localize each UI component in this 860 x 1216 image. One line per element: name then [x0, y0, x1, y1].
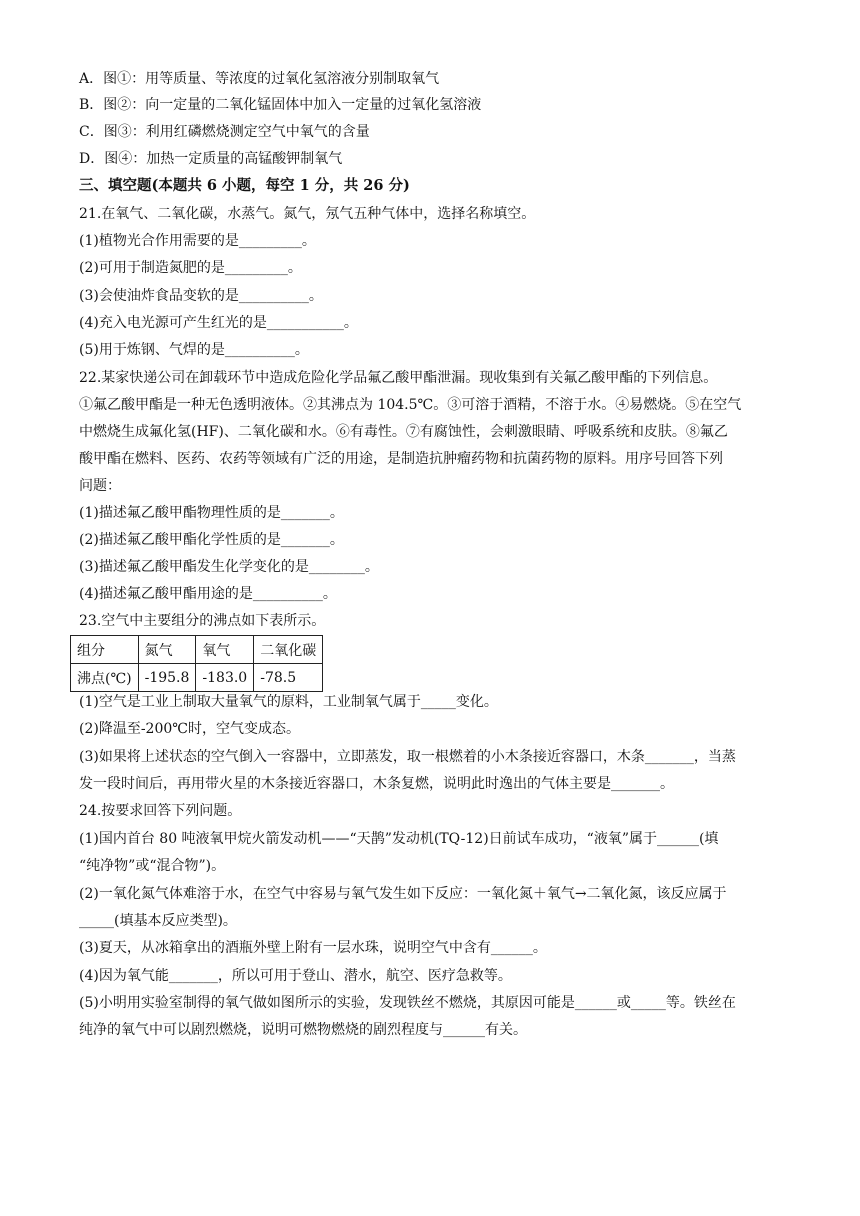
- q23-item-3-line-2: 发一段时间后，再用带火星的木条接近容器口，木条复燃，说明此时逸出的气体主要是_______。: [79, 776, 674, 792]
- q24-item-1-line-1: (1)国内首台 80 吨液氧甲烷火箭发动机——“天鹊”发动机(TQ-12)日前试车成功，“液氧”属于______(填: [79, 831, 719, 847]
- q23-item-1: (1)空气是工业上制取大量氧气的原料，工业制氧气属于_____变化。: [79, 694, 498, 710]
- table-cell: -78.5: [254, 664, 323, 692]
- q24-item-5-line-2: 纯净的氧气中可以剧烈燃烧，说明可燃物燃烧的剧烈程度与______有关。: [79, 1022, 527, 1038]
- q21-item-1: (1)植物光合作用需要的是_________。: [79, 233, 316, 249]
- table-cell: 二氧化碳: [254, 636, 323, 664]
- q24-item-5-line-1: (5)小明用实验室制得的氧气做如图所示的实验，发现铁丝不燃烧，其原因可能是______或_____等。铁丝在: [79, 995, 736, 1011]
- option-d: D．图④：加热一定质量的高锰酸钾制氧气: [79, 151, 343, 167]
- q22-item-1: (1)描述氟乙酸甲酯物理性质的是_______。: [79, 505, 344, 521]
- q22-line-5: 问题：: [79, 478, 121, 494]
- q21-item-3: (3)会使油炸食品变软的是__________。: [79, 288, 323, 304]
- table-cell: 组分: [71, 636, 139, 664]
- section-heading: 三、填空题(本题共 6 小题，每空 1 分，共 26 分): [79, 177, 410, 194]
- option-b: B．图②：向一定量的二氧化锰固体中加入一定量的过氧化氢溶液: [79, 97, 482, 113]
- q22-item-2: (2)描述氟乙酸甲酯化学性质的是_______。: [79, 532, 344, 548]
- boiling-point-table: [70, 635, 323, 692]
- q21-item-5: (5)用于炼钢、气焊的是__________。: [79, 342, 309, 358]
- q21-item-4: (4)充入电光源可产生红光的是___________。: [79, 315, 358, 331]
- q21-item-2: (2)可用于制造氮肥的是_________。: [79, 260, 302, 276]
- table-cell: 氮气: [138, 636, 196, 664]
- q21-stem: 21.在氧气、二氧化碳，水蒸气。氮气，氖气五种气体中，选择名称填空。: [79, 206, 536, 222]
- table-cell: 沸点(℃): [71, 664, 139, 692]
- q24-item-2-line-2: _____(填基本反应类型)。: [79, 913, 237, 929]
- q22-line-3: 中燃烧生成氟化氢(HF)、二氧化碳和水。⑥有毒性。⑦有腐蚀性，会刺激眼睛、呼吸系统和皮肤。⑧氟乙: [79, 424, 728, 440]
- q23-stem: 23.空气中主要组分的沸点如下表所示。: [79, 613, 326, 629]
- option-c: C．图③：利用红磷燃烧测定空气中氧气的含量: [79, 124, 370, 140]
- q22-line-1: 22.某家快递公司在卸载环节中造成危险化学品氟乙酸甲酯泄漏。现收集到有关氟乙酸甲酯的下列信息。: [79, 370, 718, 386]
- q24-item-3: (3)夏天，从冰箱拿出的酒瓶外壁上附有一层水珠，说明空气中含有______。: [79, 940, 547, 956]
- table-row-values: [71, 664, 323, 692]
- q22-item-4: (4)描述氟乙酸甲酯用途的是__________。: [79, 586, 337, 602]
- table-cell: 氧气: [196, 636, 254, 664]
- table-cell: -195.8: [138, 664, 196, 692]
- q22-line-2: ①氟乙酸甲酯是一种无色透明液体。②其沸点为 104.5℃。③可溶于酒精，不溶于水。④易燃烧。⑤在空气: [79, 397, 742, 413]
- q24-item-2-line-1: (2)一氧化氮气体难溶于水，在空气中容易与氧气发生如下反应：一氧化氮＋氧气→二氧化氮，该反应属于: [79, 886, 727, 902]
- q23-item-2: (2)降温至-200℃时，空气变成态。: [79, 721, 300, 737]
- q23-item-3-line-1: (3)如果将上述状态的空气倒入一容器中，立即蒸发，取一根燃着的小木条接近容器口，木条_______，当蒸: [79, 749, 736, 765]
- q24-stem: 24.按要求回答下列问题。: [79, 803, 242, 819]
- option-a: A．图①：用等质量、等浓度的过氧化氢溶液分别制取氧气: [79, 71, 440, 87]
- q22-item-3: (3)描述氟乙酸甲酯发生化学变化的是________。: [79, 559, 379, 575]
- q22-line-4: 酸甲酯在燃料、医药、农药等领域有广泛的用途，是制造抗肿瘤药物和抗菌药物的原料。用序号回答下列: [79, 451, 723, 467]
- q24-item-1-line-2: “纯净物”或“混合物”)。: [79, 858, 226, 874]
- q24-item-4: (4)因为氧气能_______，所以可用于登山、潜水，航空、医疗急救等。: [79, 968, 512, 984]
- table-cell: -183.0: [196, 664, 254, 692]
- table-row-header: [71, 636, 323, 664]
